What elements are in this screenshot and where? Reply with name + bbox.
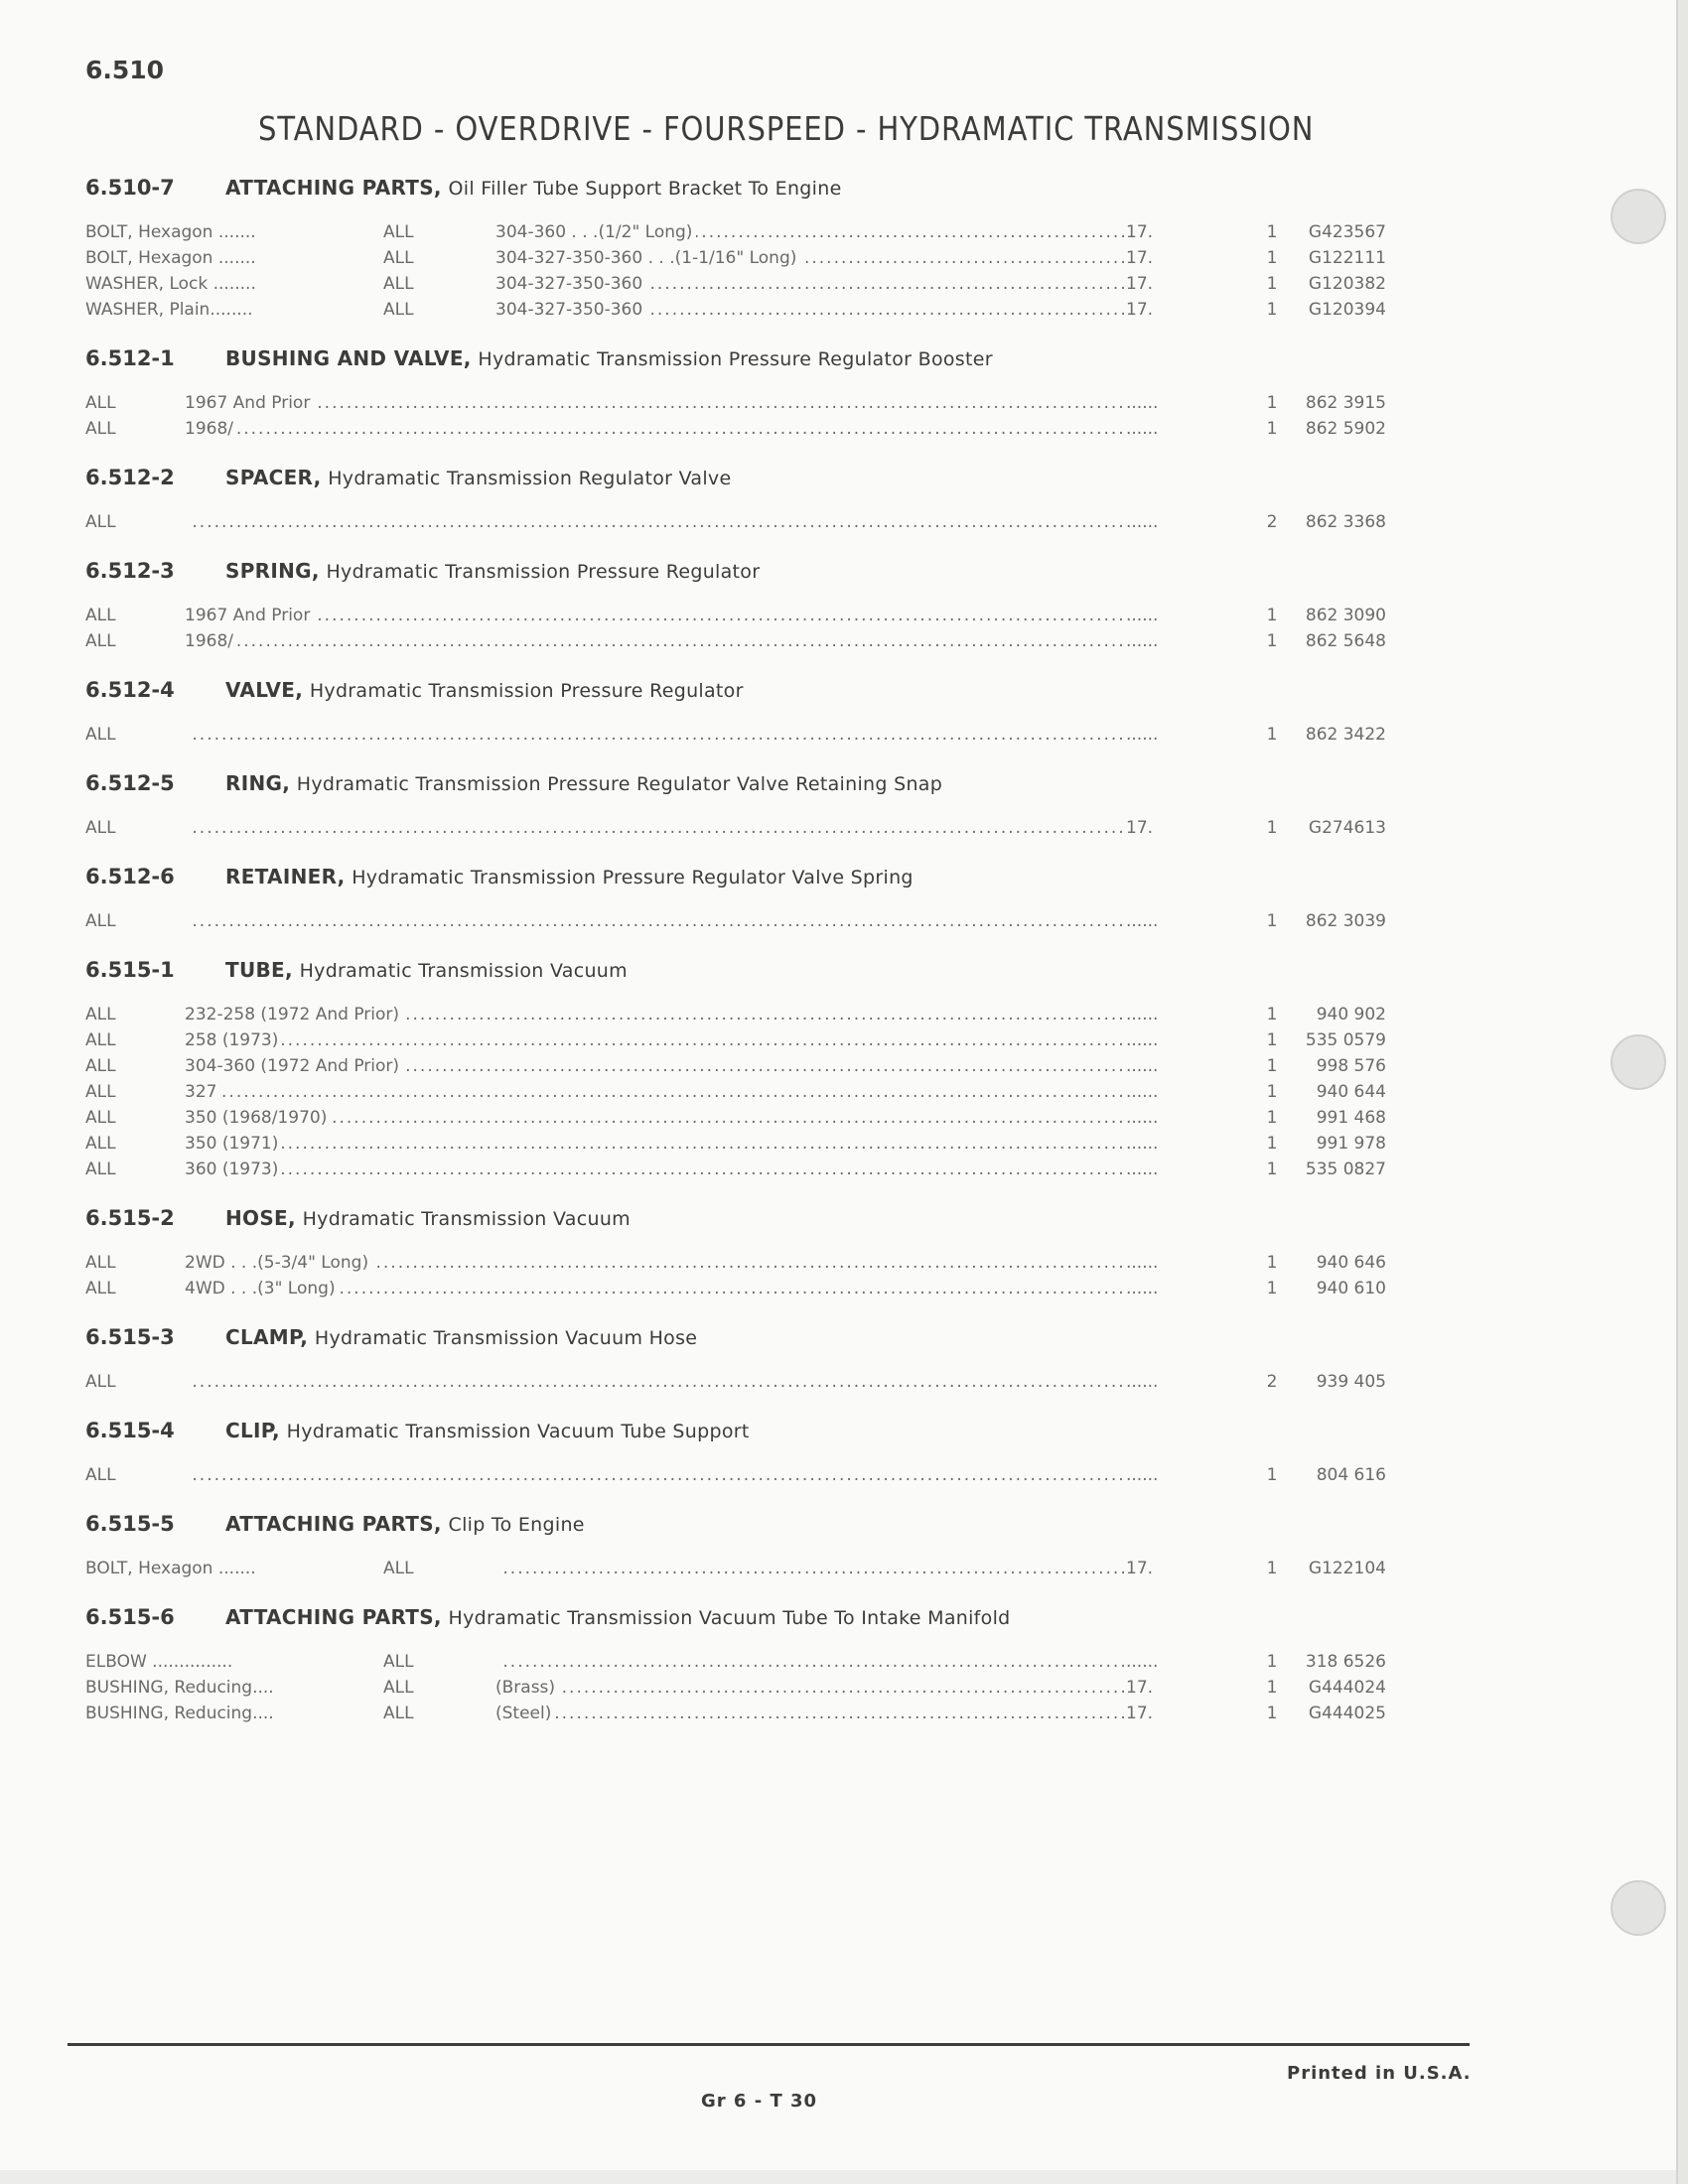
- part-row: [85, 391, 1495, 417]
- quantity: 1: [1266, 1134, 1278, 1154]
- quantity: 1: [1266, 1160, 1278, 1179]
- part-number: G444025: [1308, 1704, 1386, 1723]
- part-name: ALL: [85, 393, 116, 413]
- part-number: 940 646: [1316, 1253, 1386, 1273]
- part-number: 862 3915: [1305, 393, 1386, 413]
- group-number: ......: [1126, 1465, 1196, 1485]
- part-description: [185, 1253, 1172, 1273]
- part-number: 535 0579: [1305, 1030, 1386, 1050]
- section-title-description: Hydramatic Transmission Pressure Regulator: [326, 561, 761, 583]
- catalog-section: [85, 669, 1495, 749]
- group-number: ......: [1126, 512, 1196, 532]
- part-description-text: [495, 1652, 499, 1672]
- part-number: G423567: [1308, 222, 1386, 242]
- section-number: 6.512-4: [85, 678, 175, 702]
- application-code: ALL: [383, 1704, 414, 1723]
- section-rows: [85, 592, 1495, 655]
- part-number: 940 644: [1316, 1082, 1386, 1102]
- application-code: ALL: [383, 274, 414, 294]
- part-number: G274613: [1308, 818, 1386, 838]
- group-number: ......: [1126, 1134, 1196, 1154]
- section-title-category: HOSE,: [225, 1206, 296, 1230]
- part-name: ALL: [85, 1005, 116, 1024]
- section-rows: [85, 804, 1495, 842]
- page-title: STANDARD - OVERDRIVE - FOURSPEED - HYDRAMATIC TRANSMISSION: [258, 109, 1315, 148]
- part-description: [495, 274, 1171, 294]
- quantity: 2: [1266, 512, 1278, 532]
- part-name: WASHER, Plain........: [85, 300, 253, 320]
- catalog-section: [85, 1410, 1495, 1489]
- quantity: 1: [1266, 419, 1278, 439]
- part-description: [185, 1030, 1172, 1050]
- group-number: ......: [1126, 1253, 1196, 1273]
- part-name: ALL: [85, 631, 116, 651]
- section-title-category: CLIP,: [225, 1419, 280, 1442]
- part-name: BOLT, Hexagon .......: [85, 222, 256, 242]
- part-number: G122104: [1308, 1559, 1386, 1578]
- catalog-section: [85, 457, 1495, 536]
- group-number: ......: [1126, 419, 1196, 439]
- part-description: [495, 1678, 1171, 1698]
- part-row: [85, 816, 1495, 842]
- section-title-description: Hydramatic Transmission Pressure Regulator Valve Retaining Snap: [296, 773, 943, 795]
- part-name: ALL: [85, 419, 116, 439]
- part-row: [85, 1054, 1495, 1080]
- quantity: 1: [1266, 606, 1278, 625]
- part-description-text: 4WD . . .(3" Long): [185, 1279, 340, 1298]
- section-number: 6.515-4: [85, 1419, 175, 1442]
- part-row: [85, 1158, 1495, 1183]
- part-number: G444024: [1308, 1678, 1386, 1698]
- section-rows: [85, 711, 1495, 749]
- section-header: [85, 949, 1495, 991]
- part-name: ALL: [85, 1465, 116, 1485]
- part-description-text: 2WD . . .(5-3/4" Long): [185, 1253, 372, 1273]
- part-number: 862 5902: [1305, 419, 1386, 439]
- quantity: 1: [1266, 1005, 1278, 1024]
- application-code: ALL: [383, 300, 414, 320]
- part-description: [495, 248, 1171, 268]
- application-code: ALL: [383, 222, 414, 242]
- part-row: [85, 1370, 1495, 1396]
- section-rows: [85, 1239, 1495, 1302]
- group-number: ......: [1126, 911, 1196, 931]
- part-row: [85, 298, 1495, 324]
- section-title-description: Hydramatic Transmission Vacuum Hose: [314, 1327, 698, 1349]
- section-title-description: Hydramatic Transmission Vacuum: [299, 960, 628, 982]
- part-row: [85, 1132, 1495, 1158]
- page-edge: [1676, 0, 1688, 2184]
- footer-rule: [68, 2043, 1470, 2046]
- quantity: 1: [1266, 1253, 1278, 1273]
- part-description: [185, 818, 1172, 838]
- quantity: 1: [1266, 1652, 1278, 1672]
- section-title-description: Hydramatic Transmission Pressure Regulator Valve Spring: [352, 867, 914, 888]
- part-row: [85, 220, 1495, 246]
- part-description: [185, 1005, 1172, 1024]
- section-title-category: CLAMP,: [225, 1325, 309, 1349]
- group-number: ......: [1126, 606, 1196, 625]
- part-name: WASHER, Lock ........: [85, 274, 256, 294]
- parts-sections: [85, 167, 1495, 1741]
- part-description-text: 327: [185, 1082, 220, 1102]
- group-number: ......: [1126, 631, 1196, 651]
- part-description: [185, 606, 1172, 625]
- part-name: ELBOW ...............: [85, 1652, 233, 1672]
- part-number: 862 3422: [1305, 725, 1386, 745]
- section-header: [85, 167, 1495, 208]
- part-row: [85, 1080, 1495, 1106]
- group-number: ......: [1126, 1056, 1196, 1076]
- part-description: [185, 1465, 1172, 1485]
- group-number: 17.: [1126, 222, 1196, 242]
- section-rows: [85, 208, 1495, 324]
- group-number: ......: [1126, 1279, 1196, 1298]
- part-number: 862 3039: [1305, 911, 1386, 931]
- application-code: ALL: [383, 1559, 414, 1578]
- part-description-text: [185, 911, 189, 931]
- section-rows: [85, 991, 1495, 1183]
- section-header: [85, 1503, 1495, 1545]
- quantity: 1: [1266, 911, 1278, 931]
- section-title: [225, 1419, 750, 1442]
- part-description: [185, 1082, 1172, 1102]
- group-number: ......: [1126, 1030, 1196, 1050]
- quantity: 1: [1266, 725, 1278, 745]
- group-number: ......: [1126, 725, 1196, 745]
- section-title-category: TUBE,: [225, 958, 293, 982]
- group-number: 17.: [1126, 1678, 1196, 1698]
- part-row: [85, 1557, 1495, 1582]
- part-name: BUSHING, Reducing....: [85, 1678, 274, 1698]
- part-row: [85, 417, 1495, 443]
- part-description: [185, 1160, 1172, 1179]
- part-description: [185, 1372, 1172, 1392]
- part-description: [185, 725, 1172, 745]
- section-title: [225, 346, 993, 370]
- application-code: ALL: [383, 1652, 414, 1672]
- quantity: 1: [1266, 818, 1278, 838]
- section-header: [85, 550, 1495, 592]
- part-description-text: 1967 And Prior: [185, 606, 314, 625]
- part-number: 991 468: [1316, 1108, 1386, 1128]
- part-name: ALL: [85, 1108, 116, 1128]
- part-description: [185, 419, 1172, 439]
- section-rows: [85, 897, 1495, 935]
- part-description: [185, 631, 1172, 651]
- section-title: [225, 1605, 1011, 1629]
- catalog-section: [85, 949, 1495, 1183]
- part-name: ALL: [85, 1082, 116, 1102]
- part-description-text: [185, 1465, 189, 1485]
- section-number: 6.512-1: [85, 346, 175, 370]
- catalog-section: [85, 167, 1495, 324]
- part-description-text: (Brass): [495, 1678, 559, 1698]
- section-header: [85, 669, 1495, 711]
- section-number: 6.515-2: [85, 1206, 175, 1230]
- catalog-section: [85, 856, 1495, 935]
- group-number: 17.: [1126, 818, 1196, 838]
- section-title-description: Hydramatic Transmission Pressure Regulator: [309, 680, 744, 702]
- part-row: [85, 1702, 1495, 1727]
- section-header: [85, 1316, 1495, 1358]
- group-number: ......: [1126, 1160, 1196, 1179]
- part-number: 862 3090: [1305, 606, 1386, 625]
- binder-hole: [1611, 1880, 1666, 1936]
- part-name: ALL: [85, 818, 116, 838]
- section-title-category: BUSHING AND VALVE,: [225, 346, 472, 370]
- part-description-text: [495, 1559, 499, 1578]
- section-title: [225, 1206, 631, 1230]
- section-number: 6.515-3: [85, 1325, 175, 1349]
- part-description-text: [185, 818, 189, 838]
- part-name: ALL: [85, 606, 116, 625]
- part-description-text: 350 (1971): [185, 1134, 282, 1154]
- catalog-section: [85, 338, 1495, 443]
- part-row: [85, 246, 1495, 272]
- section-header: [85, 762, 1495, 804]
- page-footer: Gr 6 - T 30: [701, 2091, 818, 2112]
- section-rows: [85, 1358, 1495, 1396]
- binder-hole: [1611, 189, 1666, 244]
- part-description-text: 304-327-350-360 . . .(1-1/16" Long): [495, 248, 800, 268]
- part-number: 939 405: [1316, 1372, 1386, 1392]
- section-title-description: Hydramatic Transmission Regulator Valve: [328, 468, 732, 489]
- binder-hole: [1611, 1034, 1666, 1090]
- page-number: 6.510: [85, 56, 165, 84]
- section-rows: [85, 1545, 1495, 1582]
- part-description-text: 304-327-350-360: [495, 274, 646, 294]
- section-number: 6.515-1: [85, 958, 175, 982]
- quantity: 1: [1266, 631, 1278, 651]
- part-description-text: 232-258 (1972 And Prior): [185, 1005, 403, 1024]
- catalog-section: [85, 1316, 1495, 1396]
- catalog-section: [85, 550, 1495, 655]
- group-number: 17.: [1126, 1704, 1196, 1723]
- part-description: [185, 1279, 1172, 1298]
- section-title: [225, 466, 731, 489]
- group-number: ......: [1126, 1005, 1196, 1024]
- quantity: 1: [1266, 1108, 1278, 1128]
- quantity: 1: [1266, 1465, 1278, 1485]
- section-title-category: VALVE,: [225, 678, 304, 702]
- part-description-text: 350 (1968/1970): [185, 1108, 331, 1128]
- section-number: 6.512-2: [85, 466, 175, 489]
- part-row: [85, 909, 1495, 935]
- part-number: G120382: [1308, 274, 1386, 294]
- section-header: [85, 856, 1495, 897]
- section-title: [225, 771, 942, 795]
- part-row: [85, 629, 1495, 655]
- part-name: ALL: [85, 911, 116, 931]
- part-row: [85, 1676, 1495, 1702]
- catalog-section: [85, 1197, 1495, 1302]
- part-description: [185, 1134, 1172, 1154]
- section-title-category: RING,: [225, 771, 291, 795]
- part-row: [85, 1463, 1495, 1489]
- section-rows: [85, 379, 1495, 443]
- section-title-description: Hydramatic Transmission Vacuum Tube To Intake Manifold: [448, 1607, 1011, 1629]
- part-name: ALL: [85, 1030, 116, 1050]
- section-title-description: Hydramatic Transmission Vacuum: [302, 1208, 631, 1230]
- part-name: ALL: [85, 1253, 116, 1273]
- group-number: 17.: [1126, 300, 1196, 320]
- part-row: [85, 723, 1495, 749]
- quantity: 1: [1266, 1559, 1278, 1578]
- section-header: [85, 338, 1495, 379]
- section-title-description: Oil Filler Tube Support Bracket To Engine: [448, 178, 842, 200]
- section-title-category: ATTACHING PARTS,: [225, 176, 442, 200]
- section-number: 6.510-7: [85, 176, 175, 200]
- part-description-text: (Steel): [495, 1704, 555, 1723]
- group-number: ......: [1126, 393, 1196, 413]
- part-row: [85, 604, 1495, 629]
- part-number: 991 978: [1316, 1134, 1386, 1154]
- part-description-text: [185, 512, 189, 532]
- part-description: [185, 1056, 1172, 1076]
- part-number: 862 5648: [1305, 631, 1386, 651]
- part-description-text: 1967 And Prior: [185, 393, 314, 413]
- quantity: 1: [1266, 222, 1278, 242]
- part-number: 535 0827: [1305, 1160, 1386, 1179]
- part-number: 940 902: [1316, 1005, 1386, 1024]
- section-header: [85, 457, 1495, 498]
- part-description: [495, 222, 1171, 242]
- section-rows: [85, 1451, 1495, 1489]
- quantity: 1: [1266, 1030, 1278, 1050]
- section-number: 6.512-5: [85, 771, 175, 795]
- quantity: 1: [1266, 1056, 1278, 1076]
- part-description-text: 304-327-350-360: [495, 300, 646, 320]
- section-rows: [85, 498, 1495, 536]
- section-number: 6.512-3: [85, 559, 175, 583]
- part-row: [85, 1003, 1495, 1028]
- part-name: BOLT, Hexagon .......: [85, 1559, 256, 1578]
- section-title-description: Hydramatic Transmission Pressure Regulator Booster: [478, 348, 993, 370]
- part-row: [85, 1106, 1495, 1132]
- section-title: [225, 559, 760, 583]
- group-number: ......: [1126, 1652, 1196, 1672]
- part-description-text: [185, 725, 189, 745]
- application-code: ALL: [383, 248, 414, 268]
- section-title-category: ATTACHING PARTS,: [225, 1512, 442, 1536]
- part-number: 862 3368: [1305, 512, 1386, 532]
- section-header: [85, 1197, 1495, 1239]
- part-row: [85, 510, 1495, 536]
- part-name: BOLT, Hexagon .......: [85, 248, 256, 268]
- quantity: 1: [1266, 1279, 1278, 1298]
- part-row: [85, 1650, 1495, 1676]
- part-description-text: 360 (1973): [185, 1160, 282, 1179]
- part-description: [185, 512, 1172, 532]
- section-title-category: SPACER,: [225, 466, 322, 489]
- part-name: ALL: [85, 512, 116, 532]
- quantity: 1: [1266, 1678, 1278, 1698]
- quantity: 1: [1266, 1082, 1278, 1102]
- section-number: 6.515-6: [85, 1605, 175, 1629]
- part-description: [495, 1652, 1171, 1672]
- section-title: [225, 865, 914, 888]
- catalog-section: [85, 1503, 1495, 1582]
- part-name: ALL: [85, 1279, 116, 1298]
- part-description: [185, 911, 1172, 931]
- part-description: [495, 300, 1171, 320]
- catalog-section: [85, 1596, 1495, 1727]
- part-number: 804 616: [1316, 1465, 1386, 1485]
- part-description-text: [185, 1372, 189, 1392]
- part-description-text: 1968/: [185, 419, 237, 439]
- part-name: ALL: [85, 1160, 116, 1179]
- part-number: 998 576: [1316, 1056, 1386, 1076]
- quantity: 2: [1266, 1372, 1278, 1392]
- part-name: BUSHING, Reducing....: [85, 1704, 274, 1723]
- section-title-category: ATTACHING PARTS,: [225, 1605, 442, 1629]
- part-row: [85, 1277, 1495, 1302]
- catalog-section: [85, 762, 1495, 842]
- group-number: 17.: [1126, 274, 1196, 294]
- section-title-category: RETAINER,: [225, 865, 346, 888]
- part-description-text: 304-360 . . .(1/2" Long): [495, 222, 696, 242]
- part-row: [85, 272, 1495, 298]
- part-number: G120394: [1308, 300, 1386, 320]
- part-number: G122111: [1308, 248, 1386, 268]
- section-title: [225, 1512, 585, 1536]
- part-description-text: 258 (1973): [185, 1030, 282, 1050]
- section-title: [225, 1325, 697, 1349]
- group-number: ......: [1126, 1082, 1196, 1102]
- section-header: [85, 1596, 1495, 1638]
- part-number: 318 6526: [1305, 1652, 1386, 1672]
- part-description: [495, 1704, 1171, 1723]
- part-description: [185, 1108, 1172, 1128]
- quantity: 1: [1266, 274, 1278, 294]
- part-name: ALL: [85, 725, 116, 745]
- group-number: ......: [1126, 1372, 1196, 1392]
- group-number: 17.: [1126, 1559, 1196, 1578]
- group-number: ......: [1126, 1108, 1196, 1128]
- section-title: [225, 176, 842, 200]
- application-code: ALL: [383, 1678, 414, 1698]
- quantity: 1: [1266, 1704, 1278, 1723]
- section-title-description: Hydramatic Transmission Vacuum Tube Support: [286, 1421, 750, 1442]
- part-description: [495, 1559, 1171, 1578]
- part-row: [85, 1251, 1495, 1277]
- printed-notice: Printed in U.S.A.: [1287, 2063, 1472, 2084]
- part-name: ALL: [85, 1134, 116, 1154]
- quantity: 1: [1266, 300, 1278, 320]
- section-title: [225, 958, 628, 982]
- part-number: 940 610: [1316, 1279, 1386, 1298]
- part-name: ALL: [85, 1372, 116, 1392]
- section-header: [85, 1410, 1495, 1451]
- section-title: [225, 678, 744, 702]
- part-description-text: 304-360 (1972 And Prior): [185, 1056, 403, 1076]
- part-description: [185, 393, 1172, 413]
- quantity: 1: [1266, 248, 1278, 268]
- part-row: [85, 1028, 1495, 1054]
- section-title-category: SPRING,: [225, 559, 320, 583]
- section-number: 6.512-6: [85, 865, 175, 888]
- part-description-text: 1968/: [185, 631, 237, 651]
- part-name: ALL: [85, 1056, 116, 1076]
- quantity: 1: [1266, 393, 1278, 413]
- section-title-description: Clip To Engine: [448, 1514, 585, 1536]
- section-rows: [85, 1638, 1495, 1727]
- section-number: 6.515-5: [85, 1512, 175, 1536]
- group-number: 17.: [1126, 248, 1196, 268]
